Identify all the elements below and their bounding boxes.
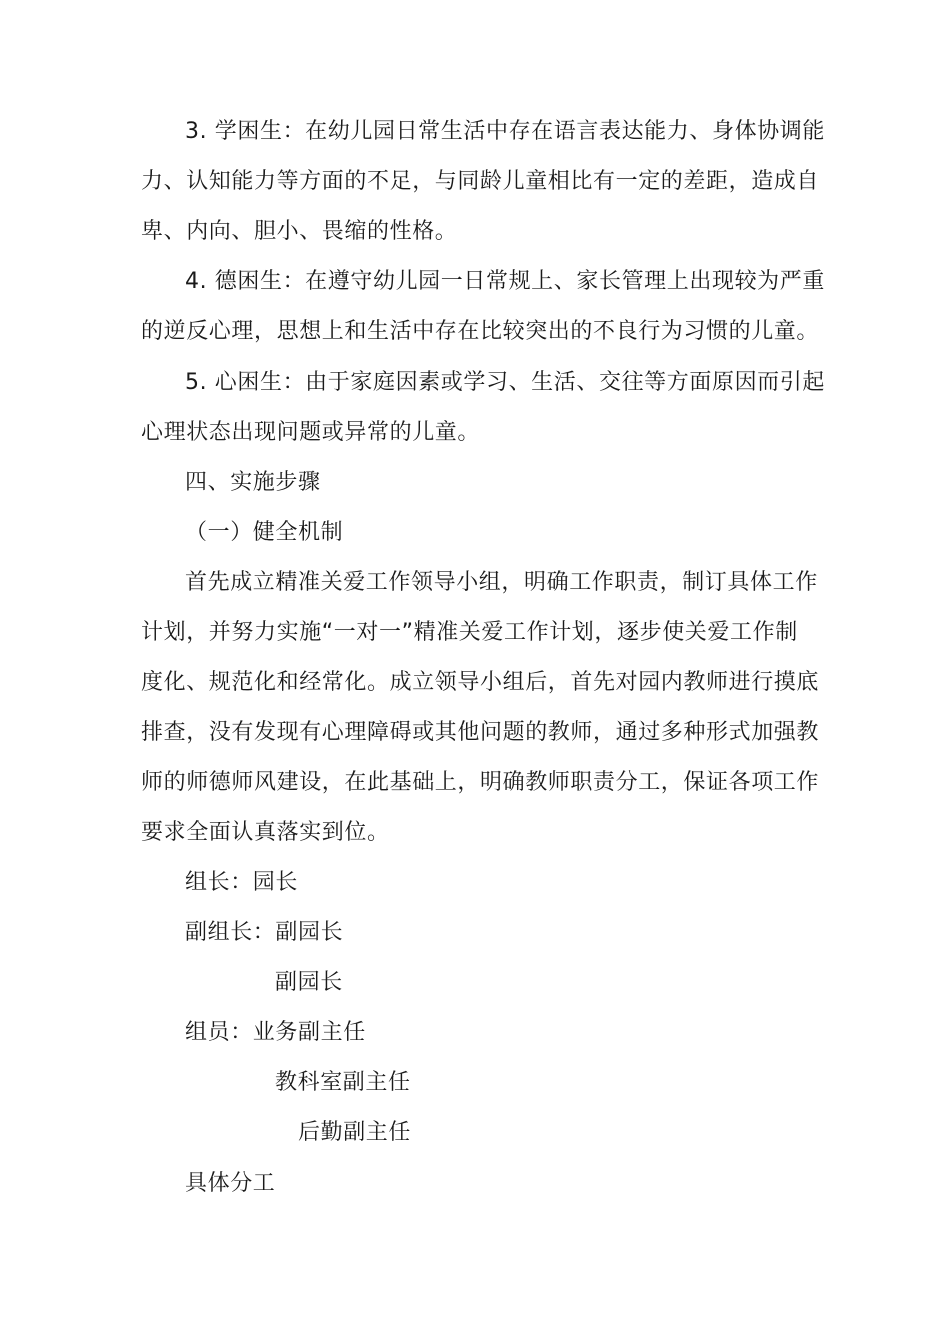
para-item-4-line-1: 4. 德困生：在遵守幼儿园一日常规上、家长管理上出现较为严重 (185, 269, 825, 294)
body-para-line-1: 首先成立精准关爱工作领导小组，明确工作职责，制订具体工作 (185, 570, 818, 595)
subsection-heading: （一）健全机制 (185, 520, 344, 545)
body-para-line-4: 排查，没有发现有心理障碍或其他问题的教师，通过多种形式加强教 (141, 720, 820, 745)
body-para-line-2: 计划，并努力实施“一对一”精准关爱工作计划，逐步使关爱工作制 (141, 620, 798, 645)
para-item-3-line-3: 卑、内向、胆小、畏缩的性格。 (141, 219, 458, 244)
division-heading: 具体分工 (185, 1171, 276, 1196)
para-item-3-line-2: 力、认知能力等方面的不足，与同龄儿童相比有一定的差距，造成自 (141, 169, 820, 194)
para-item-5-line-1: 5. 心困生：由于家庭因素或学习、生活、交往等方面原因而引起 (185, 370, 825, 395)
deputy-leader: 副组长：副园长 (185, 920, 344, 945)
body-para-line-6: 要求全面认真落实到位。 (141, 820, 390, 845)
group-member-2: 教科室副主任 (275, 1070, 411, 1095)
para-item-4-line-2: 的逆反心理，思想上和生活中存在比较突出的不良行为习惯的儿童。 (141, 319, 820, 344)
body-para-line-3: 度化、规范化和经常化。成立领导小组后，首先对园内教师进行摸底 (141, 670, 820, 695)
group-leader: 组长：园长 (185, 870, 299, 895)
deputy-leader-2: 副园长 (275, 970, 343, 995)
group-members: 组员：业务副主任 (185, 1020, 366, 1045)
group-member-3: 后勤副主任 (298, 1120, 412, 1145)
para-item-3-line-1: 3. 学困生：在幼儿园日常生活中存在语言表达能力、身体协调能 (185, 119, 825, 144)
para-item-5-line-2: 心理状态出现问题或异常的儿童。 (141, 420, 481, 445)
section-heading: 四、实施步骤 (185, 470, 321, 495)
body-para-line-5: 师的师德师风建设，在此基础上，明确教师职责分工，保证各项工作 (141, 770, 820, 795)
